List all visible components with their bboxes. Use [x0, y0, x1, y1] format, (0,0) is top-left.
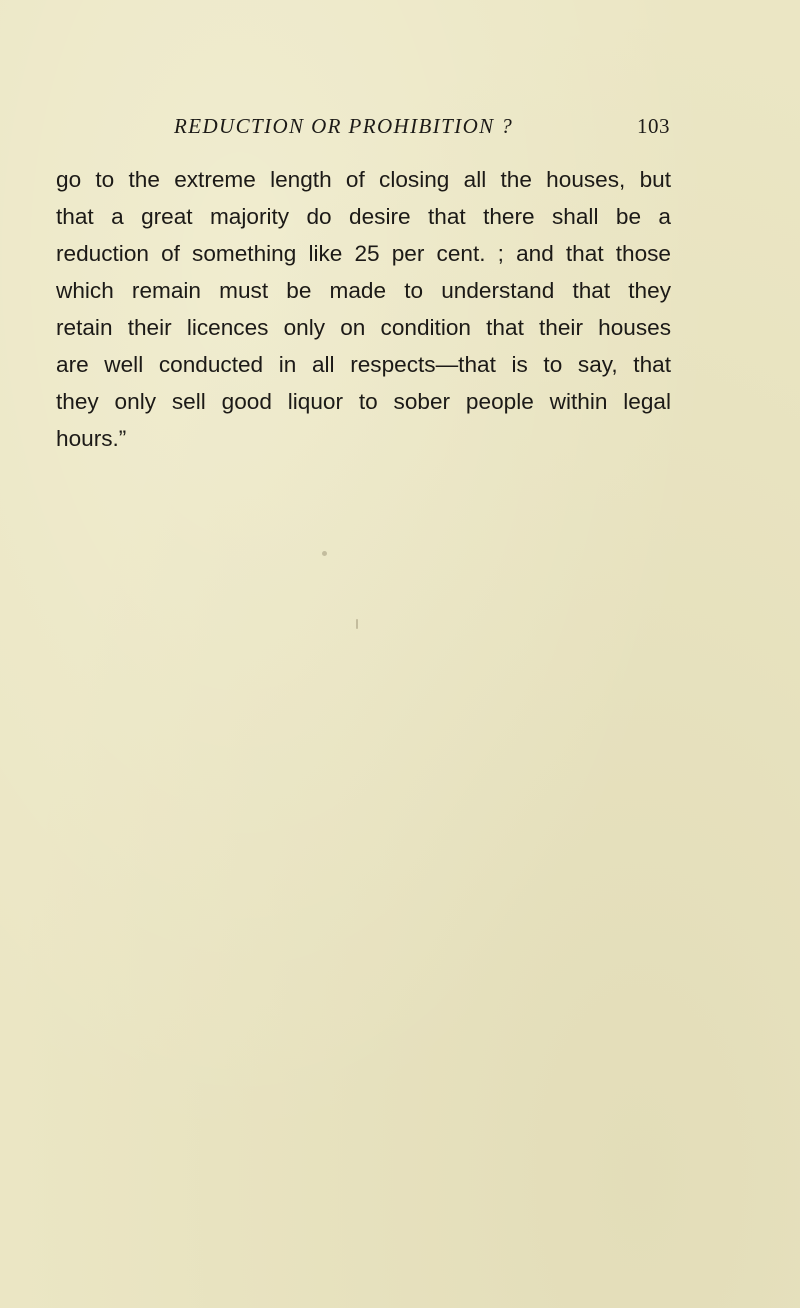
text-line: reduction of something like 25 per cent. ; and that those: [56, 241, 671, 266]
body-paragraph: [56, 161, 671, 457]
running-head: [174, 114, 670, 144]
text-line: are well conducted in all respects—that is to say, that: [56, 352, 671, 377]
text-line: which remain must be made to understand that they: [56, 278, 671, 303]
text-line: that a great majority do desire that there shall be a: [56, 204, 671, 229]
text-line: retain their licences only on condition that their houses: [56, 315, 671, 340]
text-line: go to the extreme length of closing all the houses, but: [56, 167, 671, 192]
text-line: they only sell good liquor to sober people within legal: [56, 389, 671, 414]
paper-speck: [356, 619, 358, 629]
page-number: 103: [637, 114, 670, 138]
paper-speck: [322, 551, 327, 556]
text-line: hours.”: [56, 426, 127, 451]
running-title: REDUCTION OR PROHIBITION ?: [174, 114, 514, 138]
